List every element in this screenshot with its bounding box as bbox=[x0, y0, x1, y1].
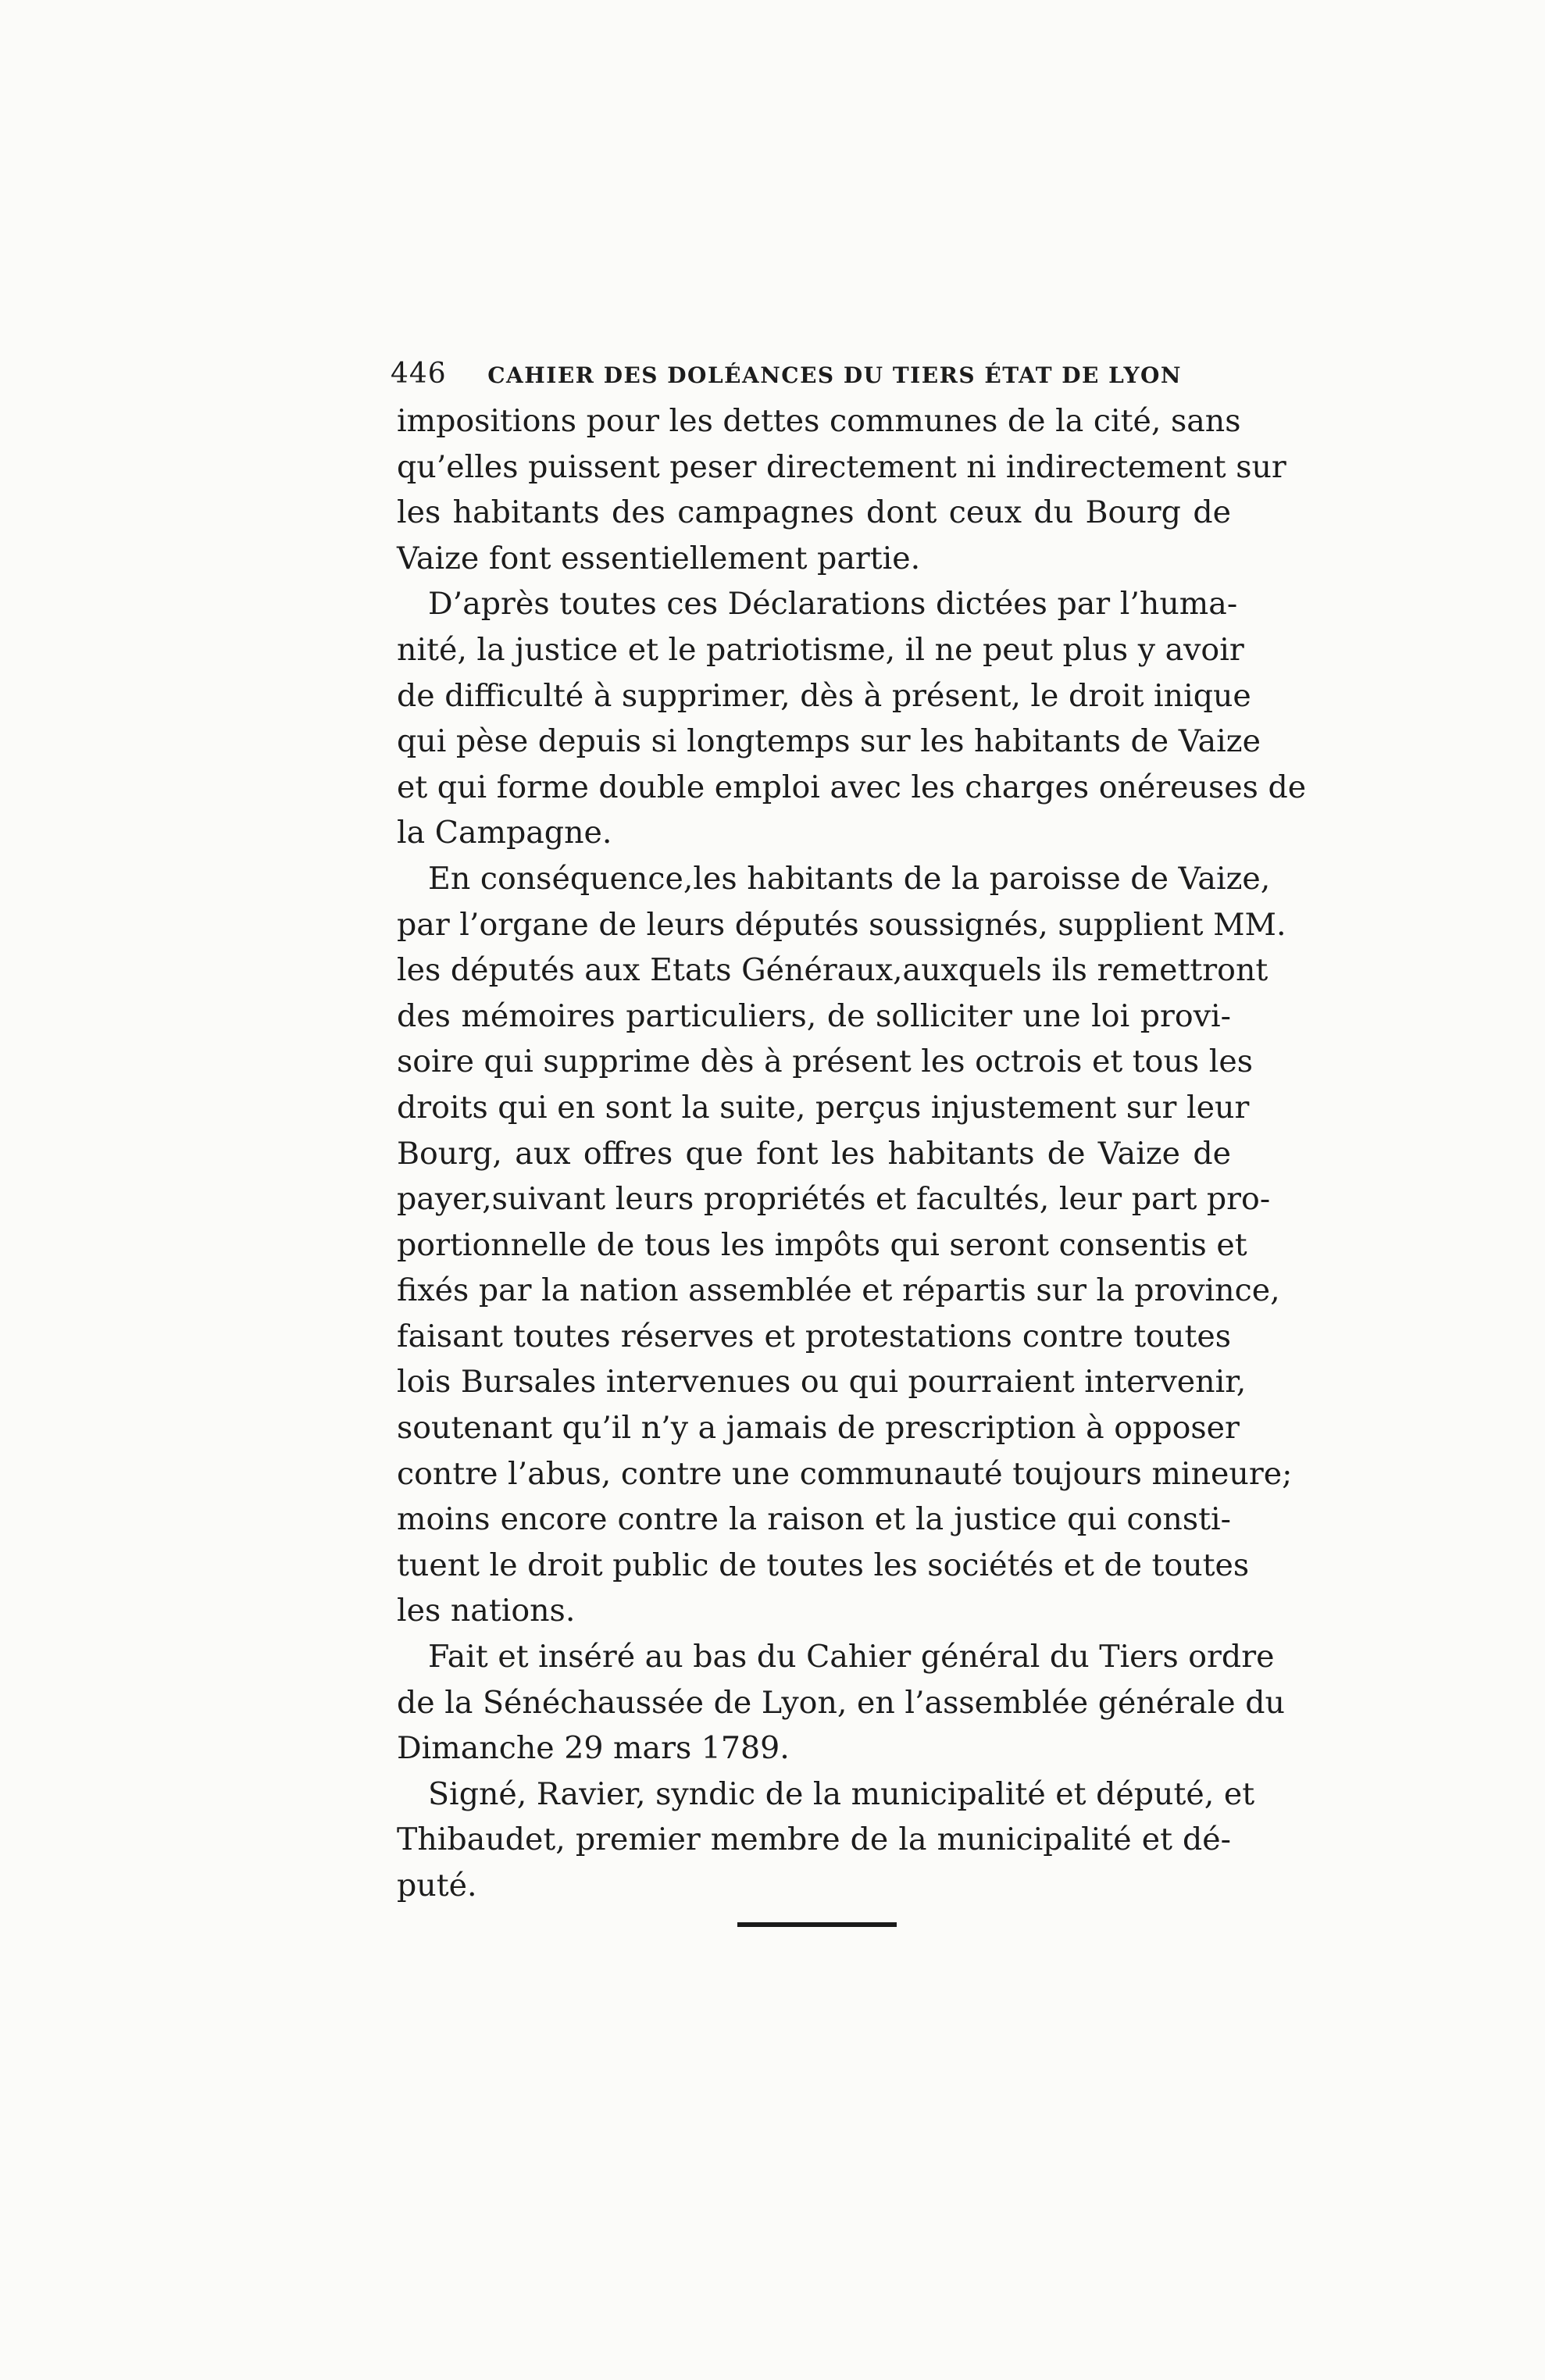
running-head bbox=[391, 358, 1234, 390]
text-line: faisant toutes réserves et protestations contre toutes bbox=[397, 1318, 1231, 1354]
text-line: les nations. bbox=[397, 1593, 576, 1629]
text-line: impositions pour les dettes communes de la cité, sans bbox=[397, 403, 1241, 439]
text-line: moins encore contre la raison et la justice qui consti- bbox=[397, 1501, 1231, 1538]
text-line: Signé, Ravier, syndic de la municipalité et député, et bbox=[428, 1775, 1255, 1812]
text-line: les habitants des campagnes dont ceux du Bourg de bbox=[397, 494, 1231, 531]
text-line: fixés par la nation assemblée et répartis sur la province, bbox=[397, 1272, 1280, 1309]
text-line: les députés aux Etats Généraux,auxquels ils remettront bbox=[397, 952, 1268, 989]
paragraph bbox=[397, 856, 1293, 1634]
running-title: CAHIER DES DOLÉANCES DU TIERS ÉTAT DE LYON bbox=[487, 362, 1183, 388]
text-line: portionnelle de tous les impôts qui seront consentis et bbox=[397, 1226, 1247, 1263]
text-line: de difficulté à supprimer, dès à présent, le droit inique bbox=[397, 677, 1251, 714]
text-line: Fait et inséré au bas du Cahier général du Tiers ordre bbox=[428, 1639, 1275, 1675]
text-line: puté. bbox=[397, 1868, 477, 1904]
text-line: Thibaudet, premier membre de la municipalité et dé- bbox=[397, 1822, 1231, 1858]
text-line: de la Sénéchaussée de Lyon, en l’assemblée générale du bbox=[397, 1684, 1285, 1721]
text-line: et qui forme double emploi avec les charges onéreuses de bbox=[397, 769, 1307, 805]
text-line: En conséquence,les habitants de la paroisse de Vaize, bbox=[428, 860, 1271, 897]
text-line: la Campagne. bbox=[397, 815, 612, 851]
text-line: D’après toutes ces Déclarations dictées par l’huma- bbox=[428, 586, 1238, 623]
page-number: 446 bbox=[391, 358, 447, 390]
text-line: Dimanche 29 mars 1789. bbox=[397, 1730, 790, 1767]
text-line: Vaize font essentiellement partie. bbox=[397, 540, 921, 576]
text-line: payer,suivant leurs propriétés et facultés, leur part pro- bbox=[397, 1181, 1271, 1218]
closing-rule bbox=[737, 1922, 897, 1927]
paragraph bbox=[397, 1634, 1285, 1772]
text-line: qui pèse depuis si longtemps sur les habitants de Vaize bbox=[397, 723, 1261, 760]
text-line: contre l’abus, contre une communauté toujours mineure; bbox=[397, 1455, 1293, 1492]
paragraph bbox=[397, 398, 1286, 581]
text-line: des mémoires particuliers, de solliciter une loi provi- bbox=[397, 997, 1231, 1034]
text-line: lois Bursales intervenues ou qui pourraient intervenir, bbox=[397, 1364, 1247, 1401]
text-line: Bourg, aux offres que font les habitants de Vaize de bbox=[397, 1135, 1231, 1172]
text-line: tuent le droit public de toutes les sociétés et de toutes bbox=[397, 1547, 1250, 1583]
text-line: droits qui en sont la suite, perçus injustement sur leur bbox=[397, 1089, 1250, 1126]
text-line: soutenant qu’il n’y a jamais de prescription à opposer bbox=[397, 1410, 1240, 1447]
text-line: soire qui supprime dès à présent les octrois et tous les bbox=[397, 1044, 1253, 1080]
paragraph bbox=[397, 581, 1307, 856]
text-line: nité, la justice et le patriotisme, il ne peut plus y avoir bbox=[397, 631, 1244, 668]
body-text bbox=[397, 398, 1307, 1909]
paragraph bbox=[397, 1772, 1255, 1909]
text-line: par l’organe de leurs députés soussignés, supplient MM. bbox=[397, 906, 1286, 943]
text-line: qu’elles puissent peser directement ni indirectement sur bbox=[397, 448, 1286, 485]
